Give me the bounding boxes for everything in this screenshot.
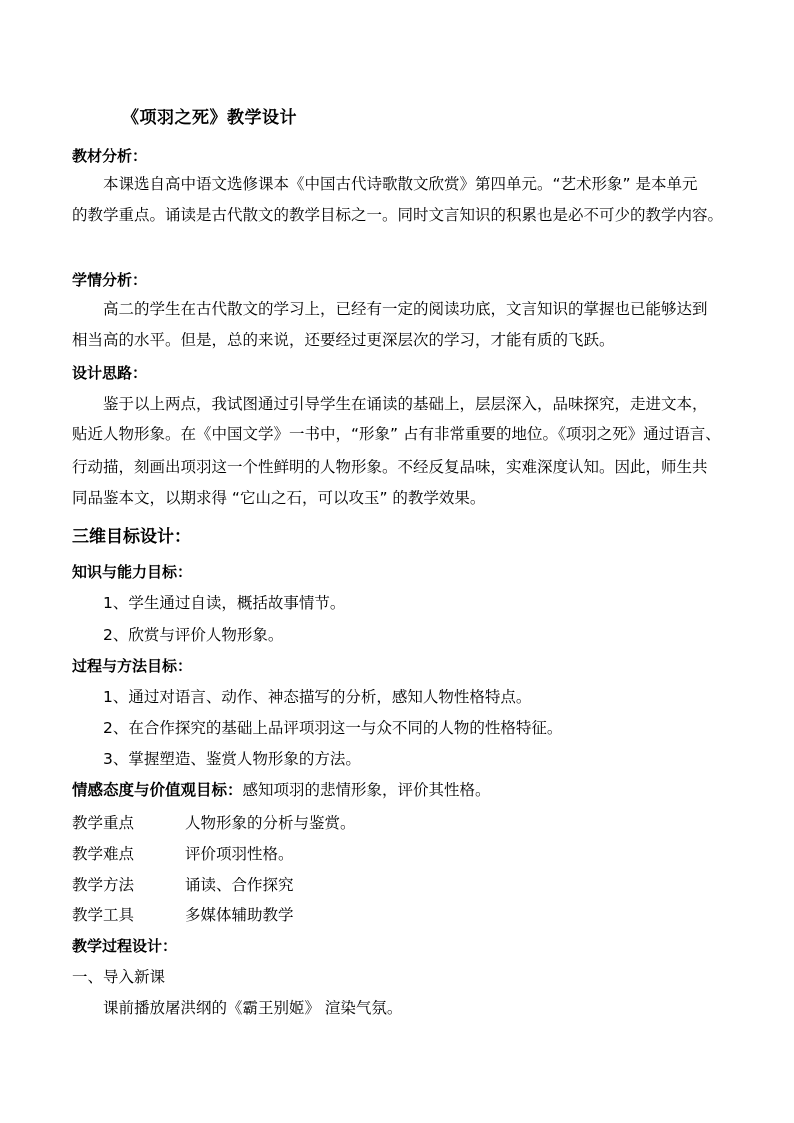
- heading-qinggan: 情感态度与价值观目标：: [72, 781, 243, 799]
- list-item: 2、欣赏与评价人物形象。: [103, 626, 284, 644]
- paragraph-line: 鉴于以上两点，我试图通过引导学生在诵读的基础上，层层深入，品味探究，走进文本，: [103, 395, 708, 413]
- section-title: 一、导入新课: [72, 968, 166, 986]
- heading-jiaocai: 教材分析：: [72, 147, 148, 165]
- table-label: 教学方法: [72, 876, 135, 894]
- paragraph-line: 相当高的水平。但是，总的来说，还要经过更深层次的学习，才能有质的飞跃。: [72, 331, 615, 349]
- qinggan-text: 感知项羽的悲情形象，评价其性格。: [242, 781, 491, 799]
- list-item: 2、在合作探究的基础上品评项羽这一与众不同的人物的性格特征。: [103, 719, 563, 737]
- table-label: 教学难点: [72, 845, 135, 863]
- heading-sanwei: 三维目标设计：: [72, 527, 191, 547]
- heading-sheji: 设计思路：: [72, 364, 148, 382]
- table-value: 评价项羽性格。: [185, 845, 294, 863]
- paragraph-line: 贴近人物形象。在《中国文学》一书中，“形象” 占有非常重要的地位。《项羽之死》通过语言、: [72, 425, 721, 443]
- heading-guochengsheji: 教学过程设计：: [72, 937, 178, 955]
- paragraph-line: 课前播放屠洪纲的《霸王别姬》 渲染气氛。: [103, 999, 403, 1017]
- table-value: 诵读、合作探究: [185, 876, 294, 894]
- list-item: 3、掌握塑造、鉴赏人物形象的方法。: [103, 750, 361, 768]
- heading-xueqing: 学情分析：: [72, 271, 148, 289]
- paragraph-line: 同品鉴本文，以期求得 “它山之石，可以攻玉” 的教学效果。: [72, 489, 486, 507]
- paragraph-line: 行动描，刻画出项羽这一个性鲜明的人物形象。不经反复品味，实难深度认知。因此，师生共: [72, 458, 708, 476]
- list-item: 1、通过对语言、动作、神态描写的分析，感知人物性格特点。: [103, 688, 532, 706]
- heading-zhishi: 知识与能力目标：: [72, 563, 193, 581]
- paragraph-line: 高二的学生在古代散文的学习上，已经有一定的阅读功底，文言知识的掌握也已能够达到: [103, 300, 708, 318]
- qinggan-line: [72, 778, 491, 800]
- table-value: 多媒体辅助教学: [185, 906, 294, 924]
- table-label: 教学工具: [72, 906, 135, 924]
- list-item: 1、学生通过自读，概括故事情节。: [103, 594, 346, 612]
- paragraph-line: 本课选自高中语文选修课本《中国古代诗歌散文欣赏》第四单元。“艺术形象” 是本单元: [103, 175, 698, 193]
- page-title: 《项羽之死》教学设计: [122, 108, 297, 128]
- heading-guocheng: 过程与方法目标：: [72, 657, 193, 675]
- table-label: 教学重点: [72, 814, 135, 832]
- table-value: 人物形象的分析与鉴赏。: [185, 814, 356, 832]
- paragraph-line: 的教学重点。诵读是古代散文的教学目标之一。同时文言知识的积累也是必不可少的教学内容。: [72, 206, 724, 224]
